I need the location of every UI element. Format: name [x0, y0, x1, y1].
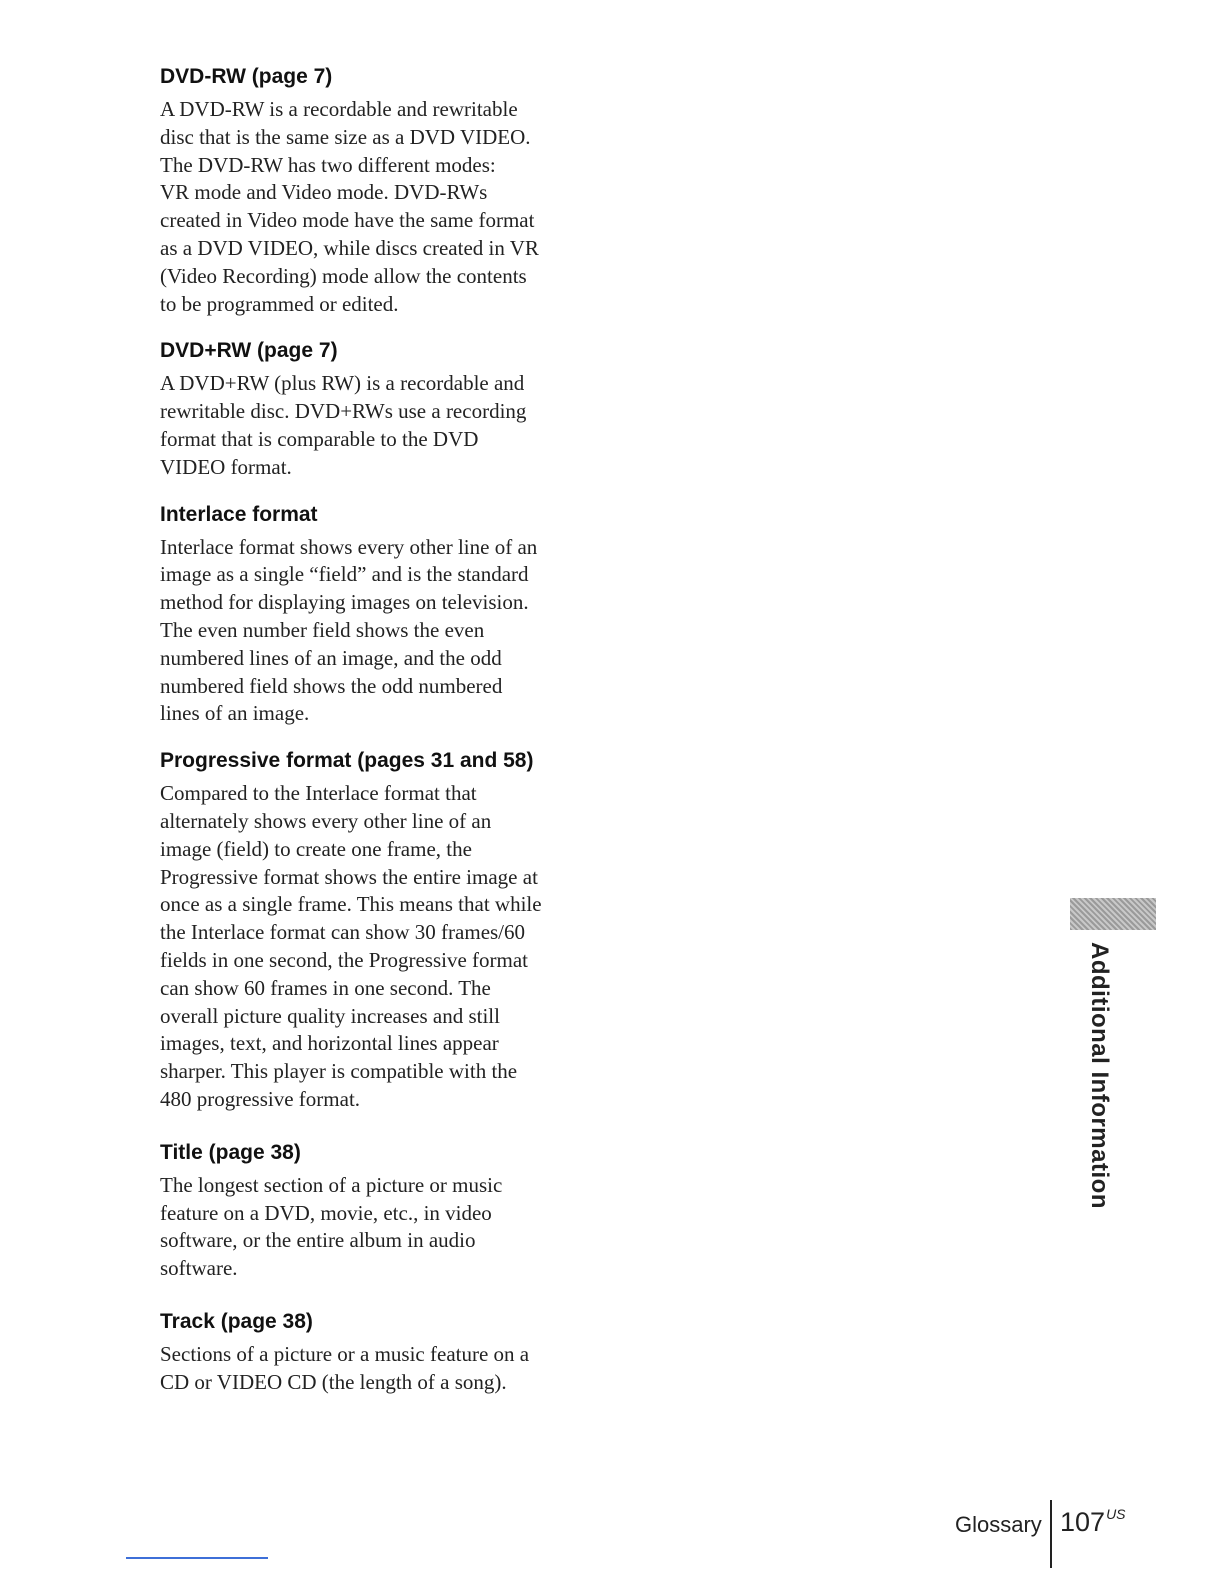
term-heading: Title (page 38)	[160, 1140, 301, 1164]
page-number-value: 107	[1060, 1507, 1106, 1537]
term-heading: Progressive format (pages 31 and 58)	[160, 749, 534, 773]
term-heading: Track (page 38)	[160, 1309, 313, 1333]
glossary-entry-interlace-format	[160, 502, 600, 729]
glossary-column	[160, 64, 600, 1416]
glossary-entry-dvd-rw	[160, 64, 600, 318]
term-heading: DVD-RW (page 7)	[160, 65, 333, 88]
term-definition: A DVD+RW (plus RW) is a recordable and rewritable disc. DVD+RWs use a recording format that is comparable to the DVD VIDEO format.	[160, 371, 527, 479]
footer-section-name: Glossary	[955, 1512, 1042, 1537]
footer-divider	[1050, 1500, 1052, 1568]
bottom-rule	[126, 1557, 268, 1559]
page-number	[1060, 1506, 1126, 1538]
term-definition: A DVD-RW is a recordable and rewritable disc that is the same size as a DVD VIDEO. The DVD-RW has two different modes: VR mode and Video mode. DVD-RWs created in Video mode have the same format as a DVD VIDEO, while discs created in VR (Video Recording) mode allow the contents to be programmed or edited.	[160, 97, 539, 316]
term-definition: Sections of a picture or a music feature on a CD or VIDEO CD (the length of a song).	[160, 1341, 530, 1394]
glossary-entry-track	[160, 1309, 600, 1397]
glossary-entry-progressive-format	[160, 748, 600, 1114]
glossary-entry-title	[160, 1140, 600, 1283]
term-heading: Interlace format	[160, 502, 318, 526]
term-definition: Interlace format shows every other line of an image as a single “field” and is the standard method for displaying images on television. The even number field shows the even numbered lines of an image, and the odd numbered field shows the odd numbered lines of an image.	[160, 534, 538, 726]
page-number-suffix: US	[1106, 1506, 1126, 1522]
term-definition: Compared to the Interlace format that alternately shows every other line of an image (field) to create one frame, the Progressive format shows the entire image at once as a single frame. This means that while the Interlace format can show 30 frames/60 fields in one second, the Progressive format can show 60 frames in one second. The overall picture quality increases and still images, text, and horizontal lines appear sharper. This player is compatible with the 480 progressive format.	[160, 781, 542, 1111]
side-tab-label: Additional Information	[1086, 942, 1113, 1209]
term-definition: The longest section of a picture or music feature on a DVD, movie, etc., in video software, or the entire album in audio software.	[160, 1172, 503, 1281]
side-tab-marker	[1070, 898, 1156, 930]
term-heading: DVD+RW (page 7)	[160, 339, 338, 363]
glossary-entry-dvd-plus-rw	[160, 338, 600, 481]
